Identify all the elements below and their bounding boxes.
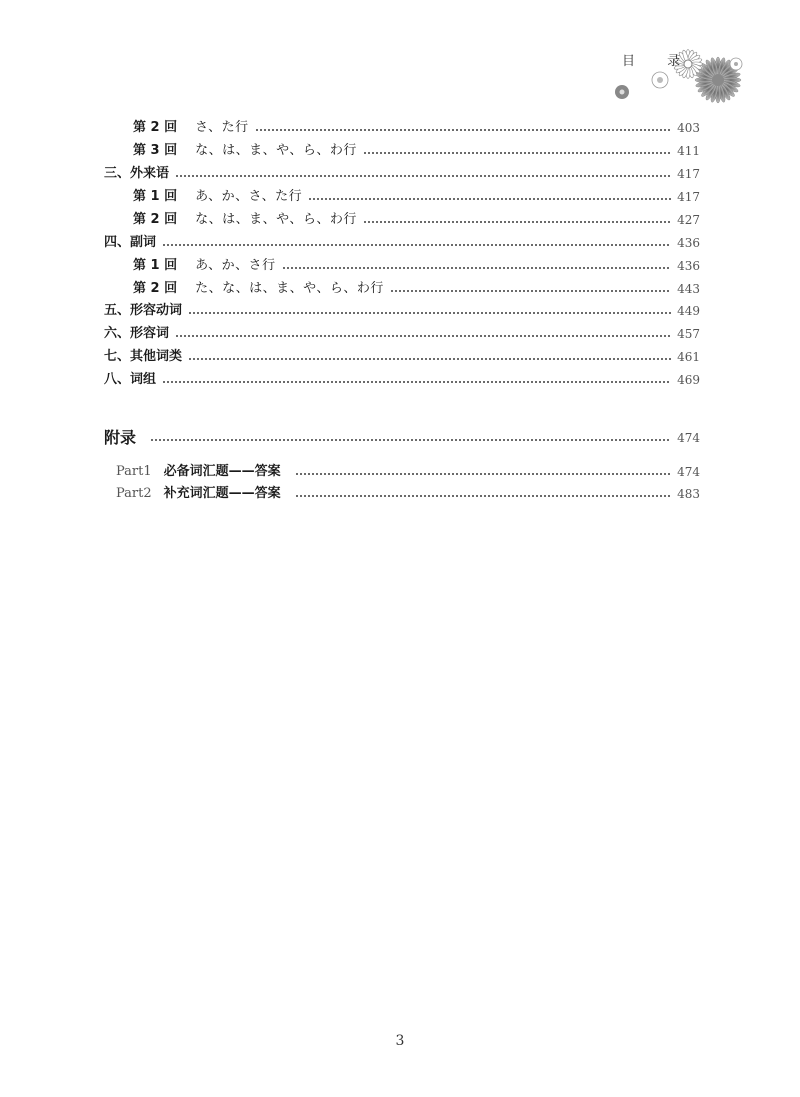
- dot-leader: [363, 152, 671, 154]
- toc-page: 469: [677, 373, 700, 387]
- page-number: 3: [395, 1033, 405, 1049]
- toc-page: 427: [677, 213, 700, 227]
- dot-leader: [162, 244, 671, 246]
- toc-row[interactable]: [104, 210, 700, 230]
- appendix-label: 附录: [104, 428, 137, 447]
- toc-label: 第 1 回: [133, 189, 178, 204]
- toc-page: 474: [677, 465, 700, 479]
- toc-label: 五、形容动词: [104, 303, 183, 318]
- toc-row-part[interactable]: [104, 484, 700, 504]
- toc-row[interactable]: [104, 370, 700, 390]
- toc-label: 第 3 回: [133, 143, 178, 158]
- toc-row[interactable]: [104, 347, 700, 367]
- part-title: 补充词汇题——答案: [163, 486, 281, 501]
- dot-leader: [188, 358, 671, 360]
- toc-row[interactable]: [104, 233, 700, 253]
- toc-row-part[interactable]: [104, 462, 700, 482]
- dot-leader: [308, 198, 671, 200]
- dot-leader: [175, 335, 671, 337]
- toc-title: な、は、ま、や、ら、わ行: [195, 143, 357, 158]
- toc-row[interactable]: [104, 118, 700, 138]
- dot-leader: [150, 439, 671, 441]
- toc-label: 第 2 回: [133, 120, 178, 135]
- toc-page: 403: [677, 121, 700, 135]
- tiny-flower-icon: [730, 58, 742, 70]
- toc-label: 四、副词: [104, 235, 157, 250]
- toc-row[interactable]: [104, 301, 700, 321]
- dot-leader: [295, 495, 671, 497]
- toc-title: あ、か、さ、た行: [195, 189, 303, 204]
- dot-leader: [282, 267, 672, 269]
- toc-page: 483: [677, 487, 700, 501]
- toc-label: 第 2 回: [133, 212, 178, 227]
- toc-page: 443: [677, 282, 700, 296]
- toc-page: 436: [677, 259, 700, 273]
- dot-leader: [188, 312, 671, 314]
- dot-leader: [175, 175, 671, 177]
- toc-page: 461: [677, 350, 700, 364]
- part-title: 必备词汇题——答案: [163, 464, 281, 479]
- toc-label: 七、其他词类: [104, 349, 183, 364]
- toc-page: 411: [677, 144, 700, 158]
- toc-row[interactable]: [104, 279, 700, 299]
- toc-row-appendix[interactable]: [104, 427, 700, 449]
- dot-leader: [162, 381, 671, 383]
- toc-title: た、な、は、ま、や、ら、わ行: [195, 281, 384, 296]
- toc-page: 449: [677, 304, 700, 318]
- toc-row[interactable]: [104, 324, 700, 344]
- dot-leader: [295, 473, 671, 475]
- toc-row[interactable]: [104, 164, 700, 184]
- plum-flower-icon: [615, 85, 629, 99]
- header-title: 目 录: [622, 54, 695, 69]
- toc-title: な、は、ま、や、ら、わ行: [195, 212, 357, 227]
- toc-label: 八、词组: [104, 372, 157, 387]
- dot-leader: [390, 290, 671, 292]
- dot-leader: [255, 129, 672, 131]
- toc-row[interactable]: [104, 187, 700, 207]
- toc-label: 第 2 回: [133, 281, 178, 296]
- toc-page: 474: [677, 431, 700, 445]
- toc-row[interactable]: [104, 256, 700, 276]
- toc-row[interactable]: [104, 141, 700, 161]
- toc-label: 第 1 回: [133, 258, 178, 273]
- part-tag: Part2: [116, 486, 152, 501]
- toc-title: あ、か、さ行: [195, 258, 276, 273]
- toc-page: 417: [677, 167, 700, 181]
- toc-label: 三、外来语: [104, 166, 170, 181]
- toc-title: さ、た行: [195, 120, 249, 135]
- toc-page: 457: [677, 327, 700, 341]
- part-tag: Part1: [116, 464, 152, 479]
- toc-page: 436: [677, 236, 700, 250]
- toc-label: 六、形容词: [104, 326, 170, 341]
- small-flower-icon: [652, 72, 668, 88]
- dot-leader: [363, 221, 671, 223]
- toc-page: 417: [677, 190, 700, 204]
- page-header: [612, 40, 752, 106]
